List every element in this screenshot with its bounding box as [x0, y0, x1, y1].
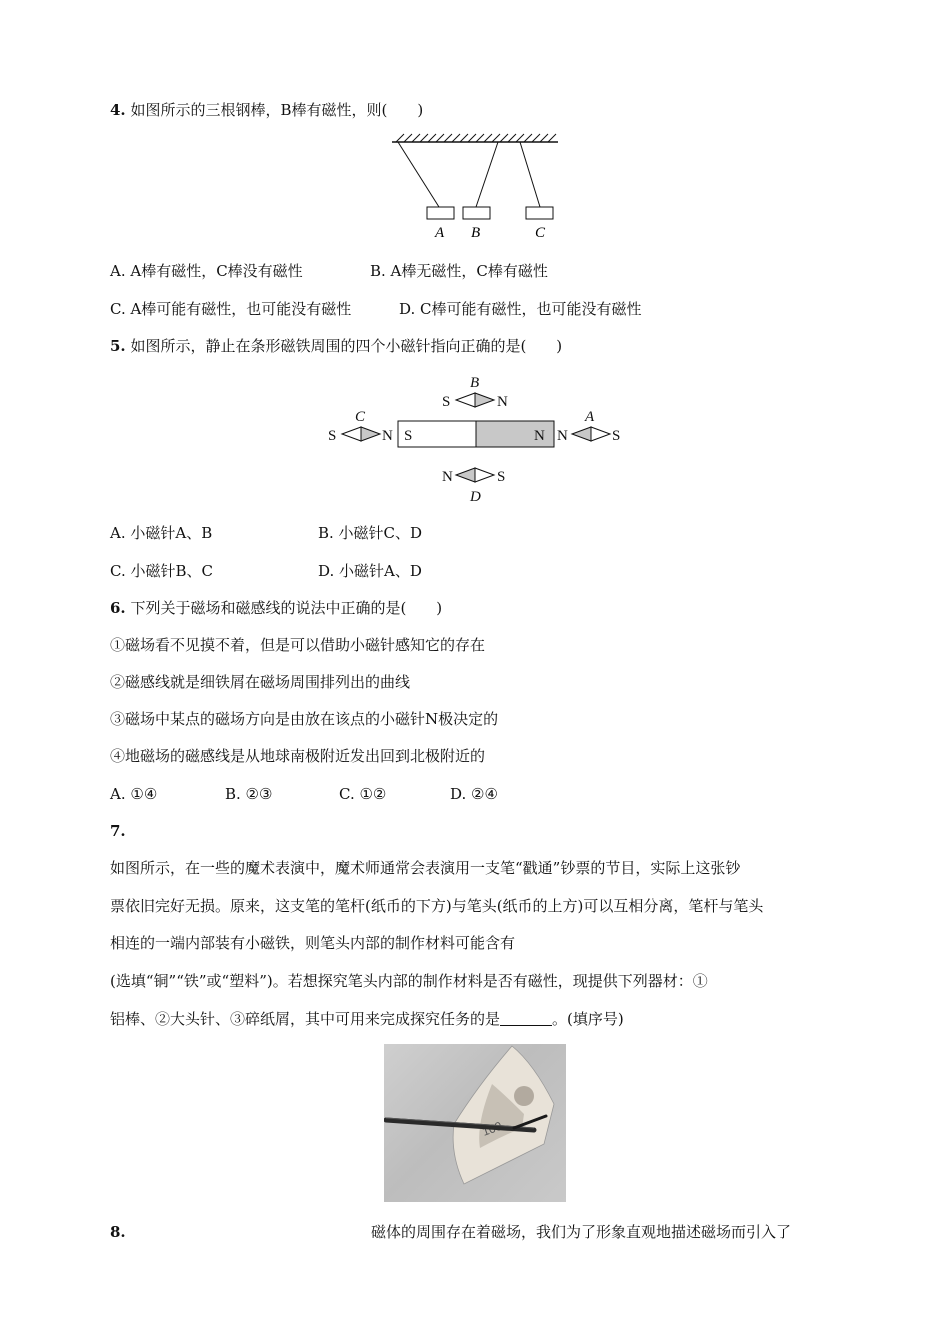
q5-option-a: A. 小磁针A、B [110, 524, 213, 542]
needle-b-s: S [442, 394, 451, 410]
magic-pen-banknote-photo [384, 1044, 566, 1202]
needle-a-right [591, 427, 610, 441]
needle-a-left [572, 427, 591, 441]
q5-option-c: C. 小磁针B、C [110, 562, 213, 580]
rod-b [463, 207, 490, 219]
needle-d-s: S [497, 469, 506, 485]
needle-c-label: C [355, 409, 366, 425]
q6-statement-2: ②磁感线就是细铁屑在磁场周围排列出的曲线 [110, 673, 411, 691]
needle-d-label: D [470, 489, 481, 505]
q4-option-d: D. C棒可能有磁性，也可能没有磁性 [399, 300, 642, 318]
q8-number: 8. [110, 1223, 126, 1241]
q6-statement-4: ④地磁场的磁感线是从地球南极附近发出回到北极附近的 [110, 747, 486, 765]
q7-line-5-text: 铝棒、②大头针、③碎纸屑，其中可用来完成探究任务的是 [110, 1010, 501, 1028]
q7-line-5-suffix: 。(填序号) [552, 1010, 624, 1028]
q8-text: 磁体的周围存在着磁场，我们为了形象直观地描述磁场而引入了 [371, 1223, 792, 1241]
magnet-s-label: S [404, 428, 413, 444]
q6-number: 6. [110, 599, 126, 617]
rod-c-label: C [535, 225, 546, 241]
q6-option-c: C. ①② [339, 785, 387, 803]
q6-statement-3: ③磁场中某点的磁场方向是由放在该点的小磁针N极决定的 [110, 710, 499, 728]
rod-c [526, 207, 553, 219]
needle-b-n: N [497, 394, 508, 410]
q7-paragraph-line-3: 相连的一端内部装有小磁铁，则笔头内部的制作材料可能含有 [110, 934, 516, 952]
q5-number: 5. [110, 337, 126, 355]
needle-d-left [456, 468, 475, 482]
answer-blank [500, 1009, 552, 1026]
q4-stem-text: 如图所示的三根钢棒，B棒有磁性，则( ) [130, 101, 424, 119]
q7-paragraph-line-4: (选填“铜”“铁”或“塑料”)。若想探究笔头内部的制作材料是否有磁性，现提供下列器材：① [110, 972, 708, 990]
needle-c-n: N [382, 428, 393, 444]
needle-c-s: S [328, 428, 337, 444]
needle-c-right [361, 427, 380, 441]
q4-option-b: B. A棒无磁性，C棒有磁性 [370, 262, 548, 280]
q4-option-c: C. A棒可能有磁性，也可能没有磁性 [110, 300, 352, 318]
photo-illustration [384, 1044, 566, 1202]
q4-option-a: A. A棒有磁性，C棒没有磁性 [110, 262, 303, 280]
needle-b-right [475, 393, 494, 407]
rod-a-label: A [435, 225, 445, 241]
needle-a-n: N [557, 428, 568, 444]
q7-paragraph-line-1: 如图所示，在一些的魔术表演中，魔术师通常会表演用一支笔“戳通”钞票的节目，实际上这张钞 [110, 859, 741, 877]
q6-stem-text: 下列关于磁场和磁感线的说法中正确的是( ) [130, 599, 443, 617]
magnet-n-label: N [534, 428, 545, 444]
needle-a-label: A [585, 409, 595, 425]
needle-b-label: B [470, 375, 480, 391]
needle-b-left [456, 393, 475, 407]
q6-stem [110, 597, 442, 619]
q6-statement-1: ①磁场看不见摸不着，但是可以借助小磁针感知它的存在 [110, 636, 486, 654]
q6-option-b: B. ②③ [225, 785, 273, 803]
q4-number: 4. [110, 101, 126, 119]
q5-stem-text: 如图所示，静止在条形磁铁周围的四个小磁针指向正确的是( ) [130, 337, 563, 355]
q5-option-d: D. 小磁针A、D [318, 562, 422, 580]
q5-figure-bar-magnet [320, 372, 630, 507]
q7-number: 7. [110, 822, 126, 840]
q5-option-b: B. 小磁针C、D [318, 524, 423, 542]
q5-stem [110, 335, 562, 357]
q6-option-d: D. ②④ [450, 785, 498, 803]
rod-b-label: B [471, 225, 481, 241]
q6-option-a: A. ①④ [110, 785, 158, 803]
needle-a-s: S [612, 428, 621, 444]
q4-figure-steel-rods [390, 130, 570, 245]
needle-c-left [342, 427, 361, 441]
needle-d-right [475, 468, 494, 482]
q7-paragraph-line-5 [110, 1008, 624, 1030]
q7-paragraph-line-2: 票依旧完好无损。原来，这支笔的笔杆(纸币的下方)与笔头(纸币的上方)可以互相分离，笔杆与笔头 [110, 897, 764, 915]
q4-stem [110, 99, 423, 121]
needle-d-n: N [442, 469, 453, 485]
rod-a [427, 207, 454, 219]
